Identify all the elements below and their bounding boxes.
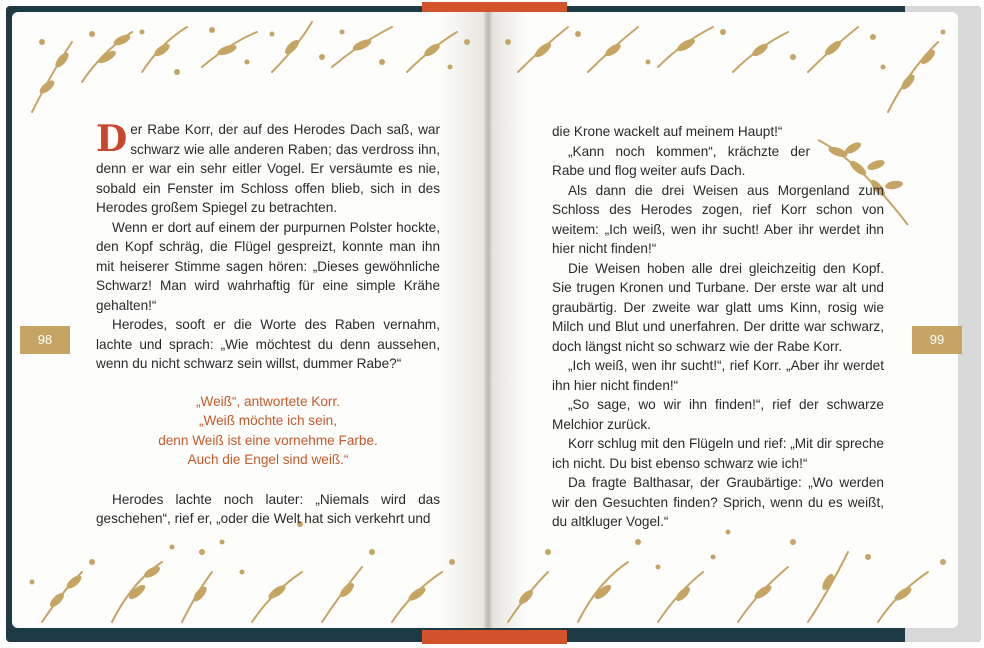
book-gutter xyxy=(484,12,492,628)
paragraph: Da fragte Balthasar, der Graubärtige: „Wo werden wir den Gesuchten finden? Sprich, wenn du es weißt, du altkluger Vogel.“ xyxy=(552,475,884,529)
paragraph: Herodes lachte noch lauter: „Niemals wird das geschehen“, rief er, „oder die Welt hat sich verkehrt und xyxy=(96,491,440,526)
right-page xyxy=(488,12,958,628)
paragraph: Der Rabe Korr, der auf des Herodes Dach saß, war schwarz wie alle anderen Raben; das verdross ihn, denn er war ein sehr eitler Vogel. Er versäumte es nie, sobald ein Fenster im Schloss offen blieb, sich in des Herodes großem Spiegel zu betrachten. xyxy=(96,118,440,215)
paragraph: Wenn er dort auf einem der purpurnen Polster hockte, den Kopf schräg, die Flügel gespreizt, konnte man ihn mit heiserer Stimme sagen hören: „Dieses gewöhnliche Schwarz! Man wird wahrhaftig für eine simple Krähe gehalten!“ xyxy=(96,219,440,313)
floral-footer-left-icon xyxy=(12,512,488,628)
paragraph: Als dann die drei Weisen aus Morgenland zum Schloss des Herodes zogen, rief Korr schon von weitem: „Ich weiß, wen ihr sucht! Aber ihr werdet ihn hier nicht finden!“ xyxy=(552,182,884,256)
bookmark-ribbon-bottom xyxy=(422,630,567,644)
verse-line: denn Weiß ist eine vornehme Farbe. xyxy=(158,432,378,448)
page-number-right: 99 xyxy=(912,326,962,354)
page-number-left: 98 xyxy=(20,326,70,354)
paragraph: Die Weisen hoben alle drei gleichzeitig den Kopf. Sie trugen Kronen und Turbane. Der erste war alt und graubärtig. Der zweite war glatt ums Kinn, rosig wie Milch und Blut und unerfahren. Der dritte war schwarz, doch längst nicht so schwarz wie der Rabe Korr. xyxy=(552,260,884,354)
paragraph: „Kann noch kommen“, krächzte der Rabe und flog weiter aufs Dach. xyxy=(552,143,810,178)
paragraph: Korr schlug mit den Flügeln und rief: „Mit dir spreche ich nicht. Du bist ebenso schwarz wie ich!“ xyxy=(552,436,884,471)
paragraph: „So sage, wo wir ihn finden!“, rief der schwarze Melchior zurück. xyxy=(552,397,884,432)
paragraph: die Krone wackelt auf meinem Haupt!“ xyxy=(552,124,783,139)
verse-line: „Weiß“, antwortete Korr. xyxy=(195,393,341,409)
left-page-body xyxy=(96,120,440,529)
paragraph: Herodes, sooft er die Worte des Raben vernahm, lachte und sprach: „Wie möchtest du denn aussehen, wenn du nicht schwarz sein willst, dummer Rabe?“ xyxy=(96,317,440,371)
floral-header-right-icon xyxy=(488,12,958,122)
verse-line: Auch die Engel sind weiß.“ xyxy=(187,452,349,467)
drop-cap: D xyxy=(96,118,128,160)
verse-block xyxy=(96,392,440,470)
verse-line: „Weiß möchte ich sein, xyxy=(199,413,337,428)
floral-header-left-icon xyxy=(12,12,488,122)
right-page-body xyxy=(552,122,884,532)
paragraph: „Ich weiß, wen ihr sucht!“, rief Korr. „Aber ihr werdet ihn hier nicht finden!“ xyxy=(552,358,884,393)
left-page xyxy=(12,12,488,628)
